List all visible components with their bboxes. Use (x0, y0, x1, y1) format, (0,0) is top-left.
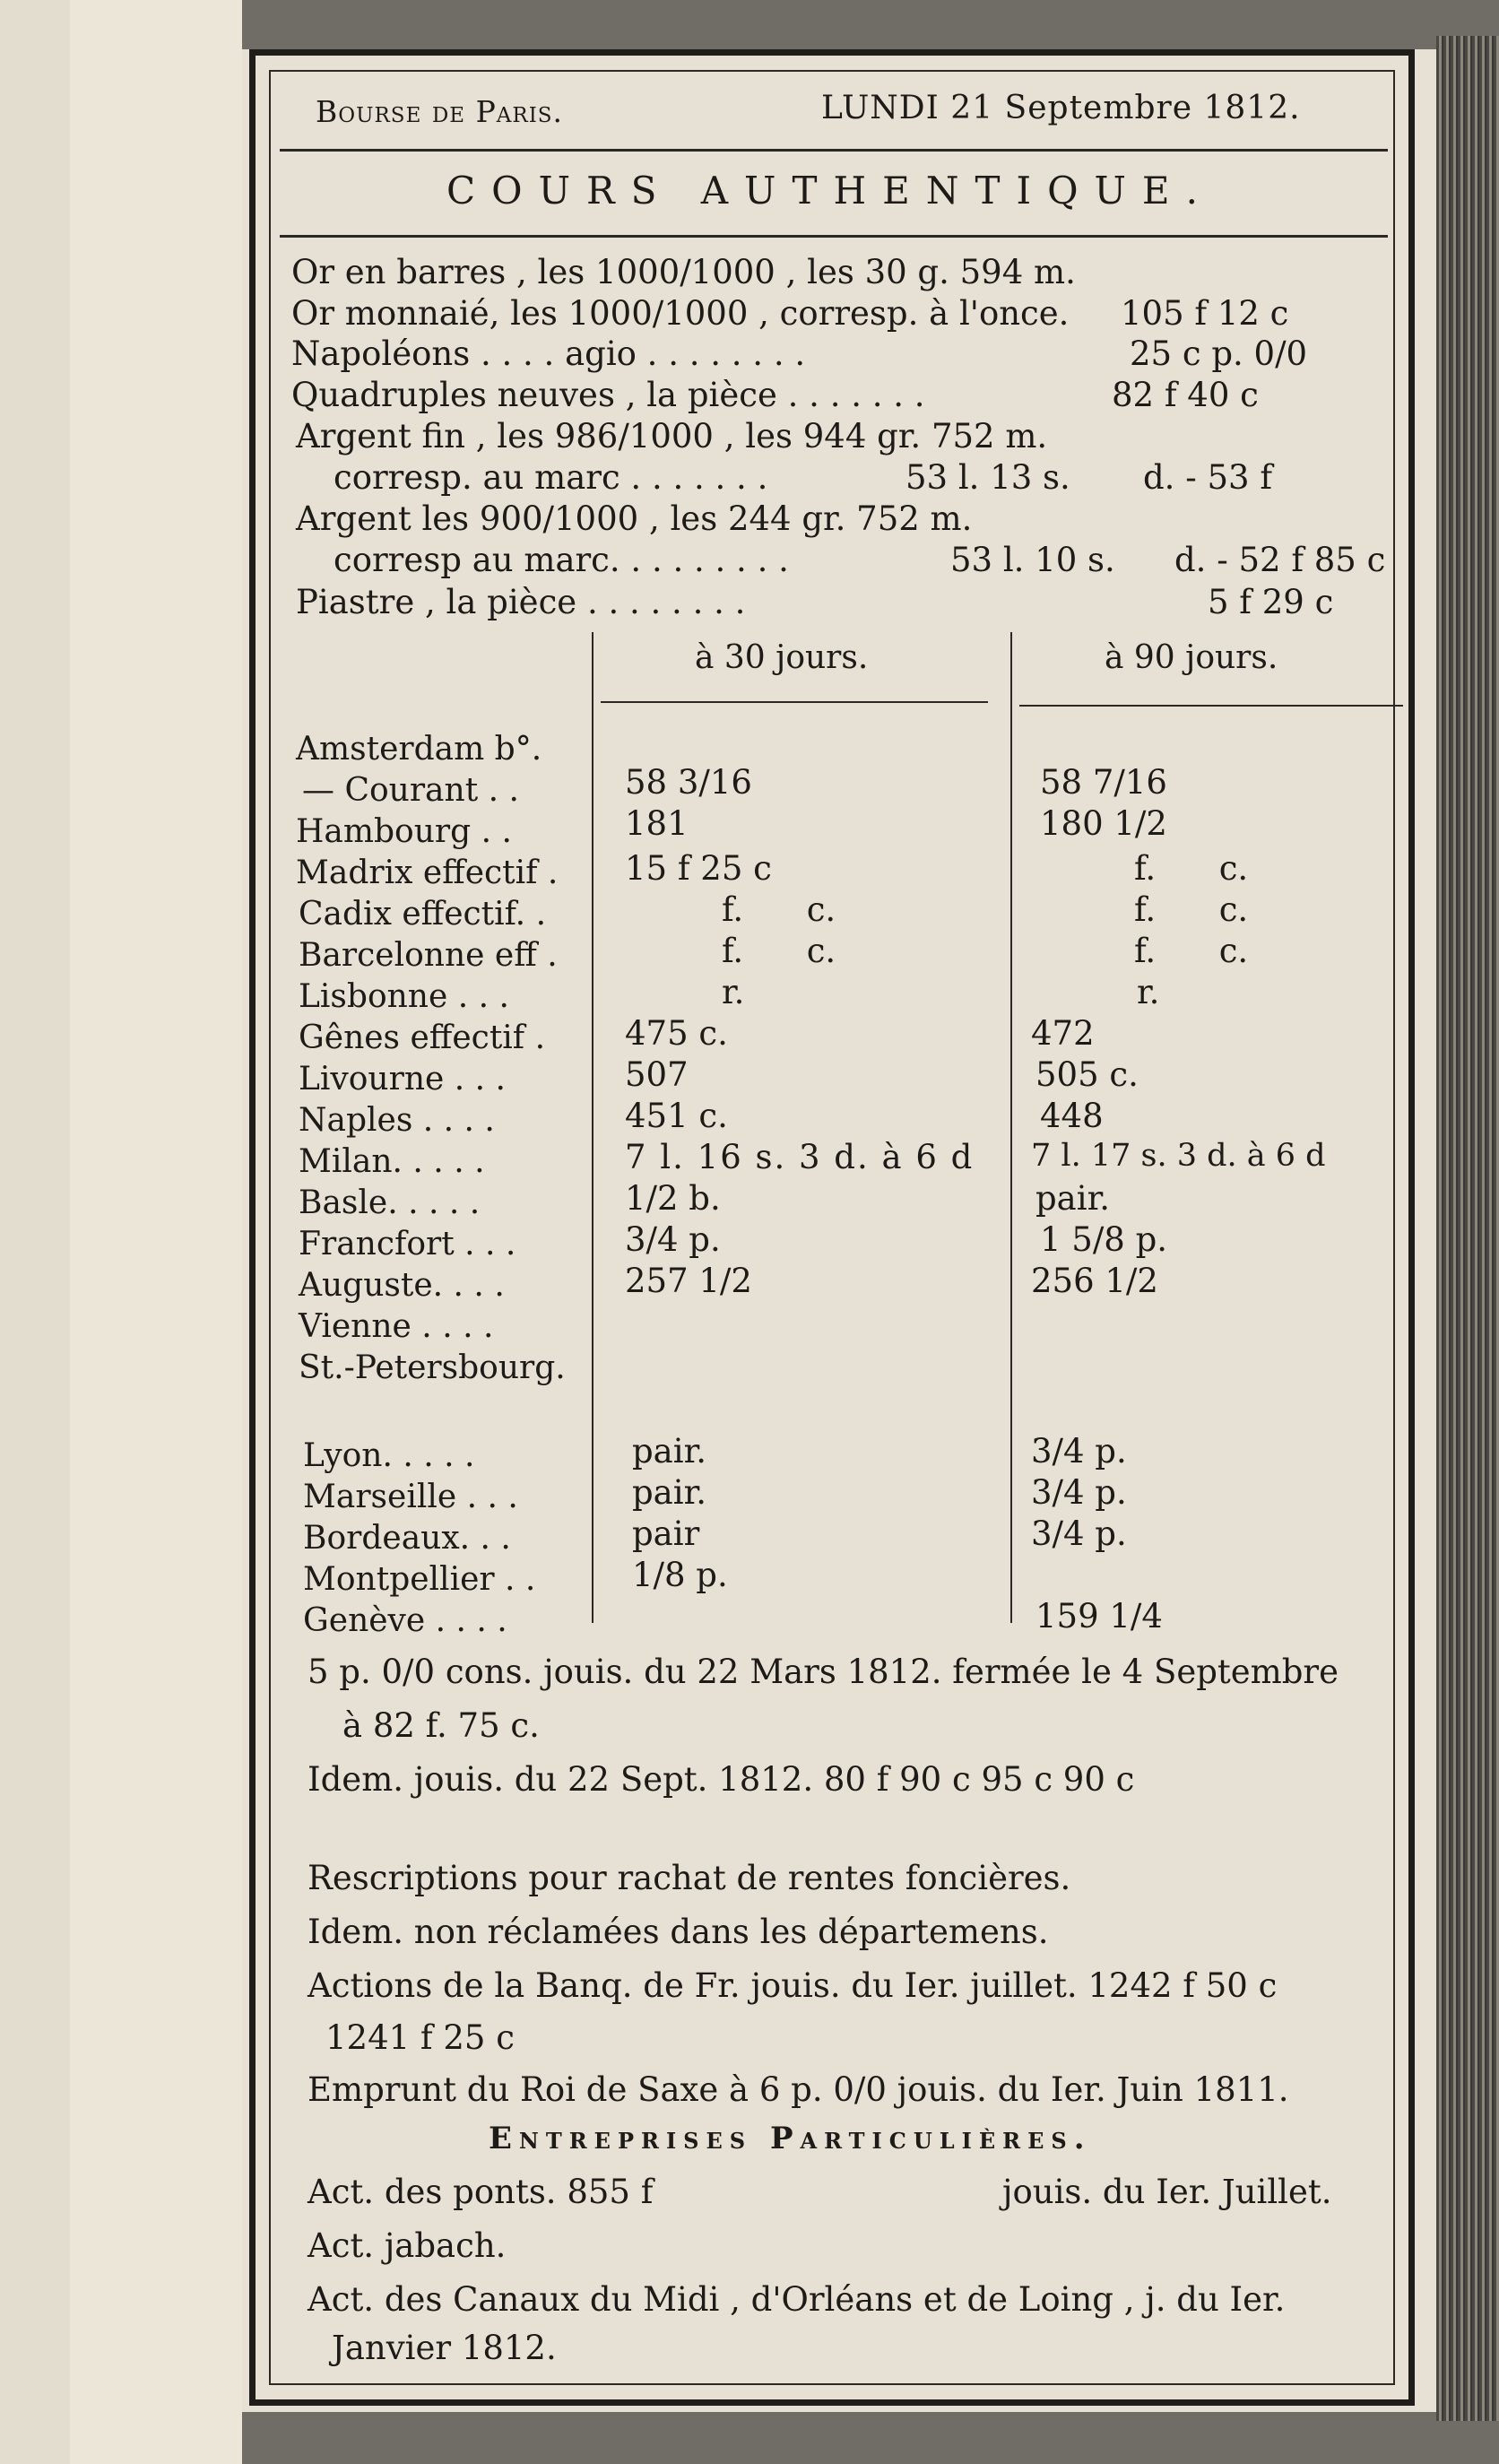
exchange-place: Basle. . . . . (299, 1184, 481, 1221)
exchange-place: Amsterdam b°. (296, 731, 542, 768)
exchange-place: Marseille . . . (303, 1479, 518, 1515)
binding-margin (70, 0, 242, 2464)
header-left: Bourse de Paris. (316, 94, 564, 129)
exchange-90: f. c. (1134, 932, 1249, 970)
metal-extra-6: d. - 53 f (1143, 458, 1273, 497)
misc-line-5: Emprunt du Roi de Saxe à 6 p. 0/0 jouis. du Ier. Juin 1811. (308, 2070, 1289, 2109)
column-header-rule-30 (601, 701, 988, 703)
exchange-place: Genève . . . . (303, 1602, 507, 1639)
metal-value-4: 82 f 40 c (1112, 376, 1259, 414)
exchange-place: Milan. . . . . (299, 1143, 485, 1180)
exchange-90: f. c. (1134, 849, 1249, 888)
exchange-90: 505 c. (1035, 1055, 1139, 1094)
title-rule (280, 235, 1388, 238)
exchange-place: St.-Petersbourg. (299, 1349, 566, 1386)
exchange-place: — Courant . . (302, 772, 519, 809)
exchange-90: 472 (1031, 1014, 1095, 1053)
metal-line-1: Or en barres , les 1000/1000 , les 30 g. 594 m. (291, 253, 1076, 291)
header-date: LUNDI 21 Septembre 1812. (821, 90, 1301, 126)
exchange-90: 256 1/2 (1031, 1262, 1158, 1300)
exchange-30: pair. (632, 1473, 706, 1512)
fund-line-1: 5 p. 0/0 cons. jouis. du 22 Mars 1812. fermée le 4 Septembre (308, 1653, 1339, 1691)
column-header-90: à 90 jours. (1105, 639, 1278, 676)
exchange-place: Livourne . . . (299, 1061, 506, 1098)
misc-line-2: Idem. non réclamées dans les départemens. (308, 1913, 1049, 1951)
exchange-90: r. (1137, 973, 1160, 1011)
exchange-30: 15 f 25 c (625, 849, 772, 888)
metal-line-7: Argent les 900/1000 , les 244 gr. 752 m. (296, 499, 973, 538)
page-title: COURS AUTHENTIQUE. (446, 169, 1214, 213)
exchange-30: pair. (632, 1432, 706, 1471)
metal-line-9: Piastre , la pièce . . . . . . . . (296, 583, 746, 621)
column-divider-left (592, 632, 594, 1623)
binding-gutter (0, 0, 72, 2464)
exchange-90: 159 1/4 (1035, 1597, 1163, 1635)
exchange-90: 180 1/2 (1040, 804, 1167, 843)
exchange-90: 3/4 p. (1031, 1514, 1127, 1553)
column-divider-right (1010, 632, 1012, 1623)
exchange-30: 451 c. (625, 1097, 728, 1135)
exchange-90: 3/4 p. (1031, 1432, 1127, 1471)
misc-line-1: Rescriptions pour rachat de rentes foncières. (308, 1859, 1071, 1897)
exchange-place: Madrix effectif . (296, 855, 559, 891)
exchange-30: f. c. (722, 932, 836, 970)
ponts-jouis: jouis. du Ier. Juillet. (1002, 2173, 1332, 2211)
exchange-place: Francfort . . . (299, 1226, 516, 1262)
page-edges (1436, 36, 1499, 2421)
column-header-rule-90 (1019, 705, 1403, 707)
exchange-30: r. (722, 973, 745, 1011)
metal-line-4: Quadruples neuves , la pièce . . . . . . . (291, 376, 925, 414)
canaux-line-2: Janvier 1812. (332, 2329, 557, 2367)
exchange-place: Hambourg . . (296, 813, 512, 850)
exchange-place: Vienne . . . . (299, 1308, 494, 1345)
exchange-place: Naples . . . . (299, 1102, 495, 1139)
fund-line-3: Idem. jouis. du 22 Sept. 1812. 80 f 90 c 95 c 90 c (308, 1760, 1135, 1799)
fund-line-2: à 82 f. 75 c. (342, 1706, 540, 1745)
header-rule (280, 149, 1388, 152)
exchange-place: Lyon. . . . . (303, 1437, 475, 1474)
exchange-place: Cadix effectif. . (299, 896, 547, 933)
exchange-90: 7 l. 17 s. 3 d. à 6 d (1031, 1138, 1326, 1174)
exchange-90: 3/4 p. (1031, 1473, 1127, 1512)
metal-line-6: corresp. au marc . . . . . . . (334, 458, 768, 497)
column-header-30: à 30 jours. (695, 639, 869, 676)
metal-value-9: 5 f 29 c (1208, 583, 1334, 621)
exchange-90: 58 7/16 (1040, 763, 1167, 802)
exchange-place: Auguste. . . . (299, 1267, 505, 1304)
exchange-90: 448 (1040, 1097, 1104, 1135)
exchange-30: 257 1/2 (625, 1262, 752, 1300)
exchange-30: 507 (625, 1055, 689, 1094)
metal-line-2: Or monnaié, les 1000/1000 , corresp. à l'once. (291, 294, 1070, 333)
exchange-place: Bordeaux. . . (303, 1520, 511, 1557)
metal-line-3: Napoléons . . . . agio . . . . . . . . (291, 334, 806, 373)
metal-value-3: 25 c p. 0/0 (1130, 334, 1308, 373)
metal-value-6: 53 l. 13 s. (905, 458, 1070, 497)
exchange-30: 475 c. (625, 1014, 728, 1053)
exchange-place: Barcelonne eff . (299, 937, 558, 974)
exchange-90: pair. (1035, 1179, 1110, 1218)
exchange-place: Gênes effectif . (299, 1019, 546, 1056)
exchange-30: 3/4 p. (625, 1220, 721, 1259)
exchange-place: Lisbonne . . . (299, 978, 509, 1015)
misc-line-4: 1241 f 25 c (325, 2018, 515, 2057)
exchange-90: 1 5/8 p. (1040, 1220, 1168, 1259)
exchange-30: 181 (625, 804, 689, 843)
exchange-30: 7 l. 16 s. 3 d. à 6 d (625, 1138, 975, 1176)
jabach-line: Act. jabach. (308, 2226, 507, 2265)
metal-line-8: corresp au marc. . . . . . . . . (334, 541, 789, 579)
entreprises-heading: Entreprises Particulières. (489, 2121, 1092, 2156)
metal-line-5: Argent fin , les 986/1000 , les 944 gr. 752 m. (296, 417, 1048, 455)
metal-value-2: 105 f 12 c (1121, 294, 1289, 333)
ponts-line: Act. des ponts. 855 f (308, 2173, 654, 2211)
exchange-30: pair (632, 1514, 700, 1553)
canaux-line: Act. des Canaux du Midi , d'Orléans et de Loing , j. du Ier. (308, 2280, 1286, 2319)
metal-extra-8: d. - 52 f 85 c (1174, 541, 1386, 579)
exchange-30: 1/8 p. (632, 1556, 728, 1594)
misc-line-3: Actions de la Banq. de Fr. jouis. du Ier. juillet. 1242 f 50 c (308, 1966, 1278, 2005)
exchange-30: f. c. (722, 890, 836, 929)
exchange-90: f. c. (1134, 890, 1249, 929)
exchange-30: 1/2 b. (625, 1179, 721, 1218)
metal-value-8: 53 l. 10 s. (950, 541, 1115, 579)
exchange-place: Montpellier . . (303, 1561, 536, 1598)
exchange-30: 58 3/16 (625, 763, 752, 802)
